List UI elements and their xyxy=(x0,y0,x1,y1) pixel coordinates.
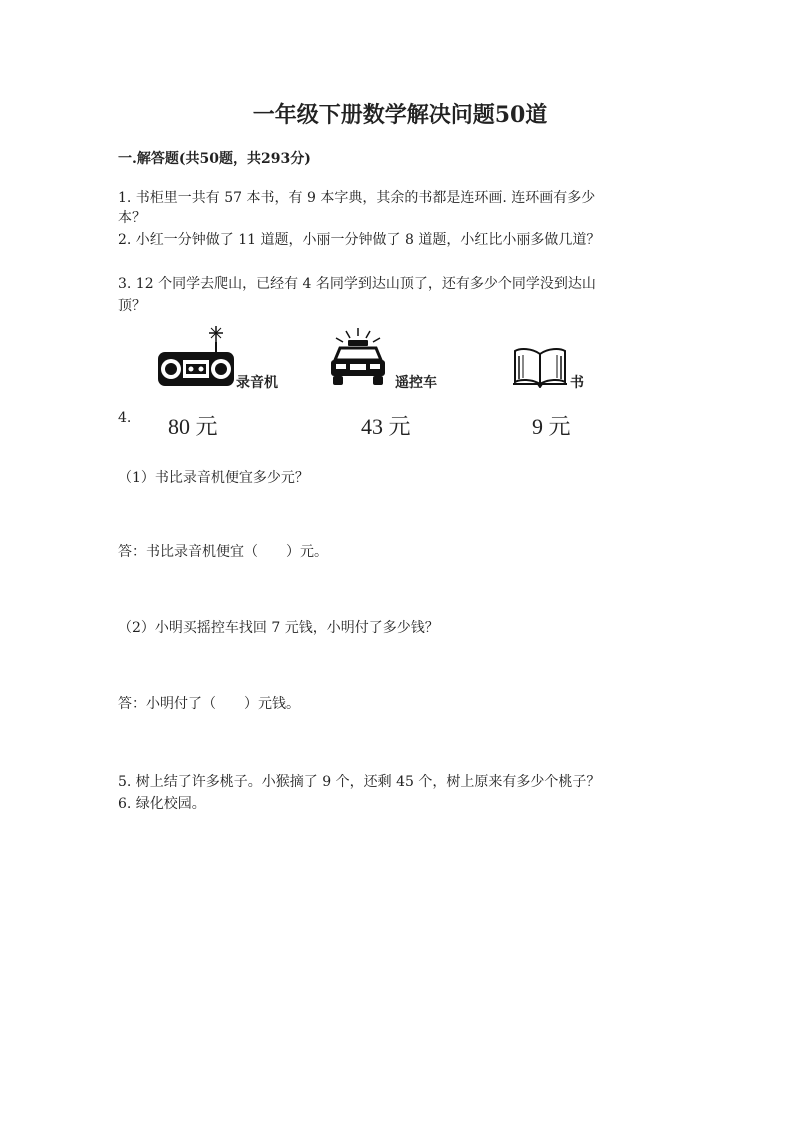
question-3-line-2: 顶？ xyxy=(118,298,146,314)
item-label-radio: 录音机 xyxy=(236,375,278,391)
item-price-book: 9 元 xyxy=(532,414,571,439)
question-4-number: 4. xyxy=(118,410,132,426)
section-heading: 一.解答题(共50题，共293分) xyxy=(118,151,311,167)
question-1-line-1: 1. 书柜里一共有 57 本书，有 9 本字典，其余的书都是连环画. 连环画有多少 xyxy=(118,190,596,206)
item-label-car: 遥控车 xyxy=(395,375,437,391)
police-car-icon xyxy=(326,326,390,388)
book-icon xyxy=(512,346,568,388)
question-5: 5. 树上结了许多桃子。小猴摘了 9 个，还剩 45 个，树上原来有多少个桃子？ xyxy=(118,774,601,790)
question-4-part-2: （2）小明买摇控车找回 7 元钱，小明付了多少钱？ xyxy=(118,620,439,636)
page-title: 一年级下册数学解决问题50道 xyxy=(252,102,548,128)
question-4-answer-2: 答：小明付了（ ）元钱。 xyxy=(118,696,300,712)
question-4-part-1: （1）书比录音机便宜多少元？ xyxy=(118,470,309,486)
question-1-line-2: 本？ xyxy=(118,210,146,226)
question-6: 6. 绿化校园。 xyxy=(118,796,206,812)
question-3-line-1: 3. 12 个同学去爬山，已经有 4 名同学到达山顶了，还有多少个同学没到达山 xyxy=(118,276,596,292)
question-2: 2. 小红一分钟做了 11 道题，小丽一分钟做了 8 道题，小红比小丽多做几道？ xyxy=(118,232,601,248)
radio-icon xyxy=(156,322,236,390)
item-price-radio: 80 元 xyxy=(168,414,218,439)
item-price-car: 43 元 xyxy=(361,414,411,439)
question-4-answer-1: 答：书比录音机便宜（ ）元。 xyxy=(118,544,328,560)
item-label-book: 书 xyxy=(570,375,584,391)
